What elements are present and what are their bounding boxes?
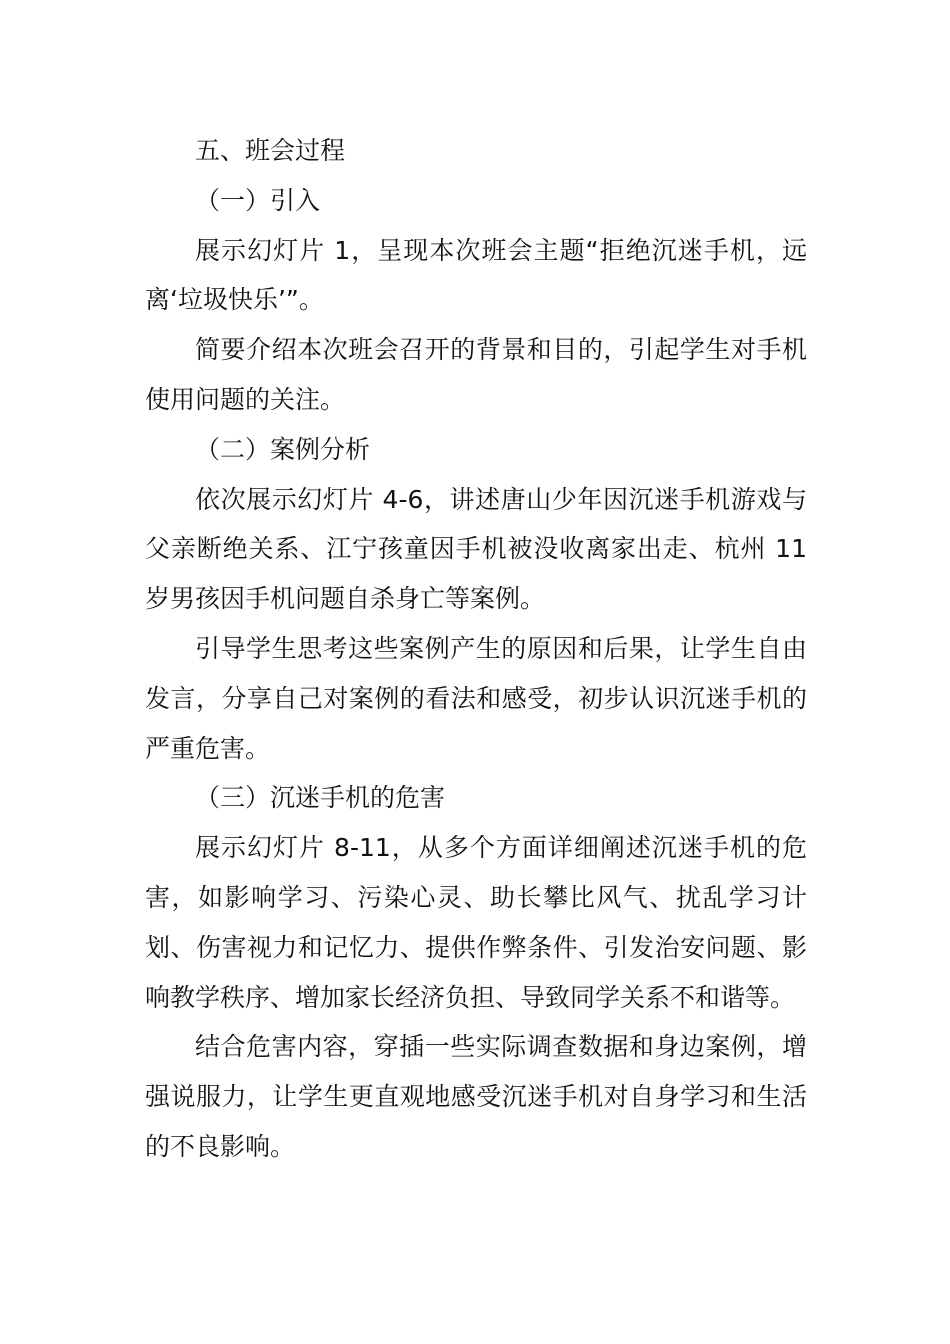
paragraph: 结合危害内容，穿插一些实际调查数据和身边案例，增强说服力，让学生更直观地感受沉迷手机对自身学习和生活的不良影响。 <box>145 1032 807 1161</box>
subsection-title-case-analysis: （二）案例分析 <box>195 434 371 464</box>
section-heading: 五、班会过程 <box>195 136 346 165</box>
paragraph: 展示幻灯片 1，呈现本次班会主题“拒绝沉迷手机，远离‘垃圾快乐’”。 <box>145 235 807 315</box>
paragraph: 依次展示幻灯片 4-6，讲述唐山少年因沉迷手机游戏与父亲断绝关系、江宁孩童因手机被没收离家出走、杭州 11 岁男孩因手机问题自杀身亡等案例。 <box>145 484 807 614</box>
document-body <box>145 126 807 1172</box>
paragraph: 展示幻灯片 8-11，从多个方面详细阐述沉迷手机的危害，如影响学习、污染心灵、助长攀比风气、扰乱学习计划、伤害视力和记忆力、提供作弊条件、引发治安问题、影响教学秩序、增加家长经济负担、导致同学关系不和谐等。 <box>145 833 807 1012</box>
subsection-title-harms: （三）沉迷手机的危害 <box>195 783 446 813</box>
subsection-title-intro: （一）引入 <box>195 185 321 215</box>
paragraph: 引导学生思考这些案例产生的原因和后果，让学生自由发言，分享自己对案例的看法和感受，初步认识沉迷手机的严重危害。 <box>145 633 807 763</box>
paragraph: 简要介绍本次班会召开的背景和目的，引起学生对手机使用问题的关注。 <box>145 335 807 414</box>
